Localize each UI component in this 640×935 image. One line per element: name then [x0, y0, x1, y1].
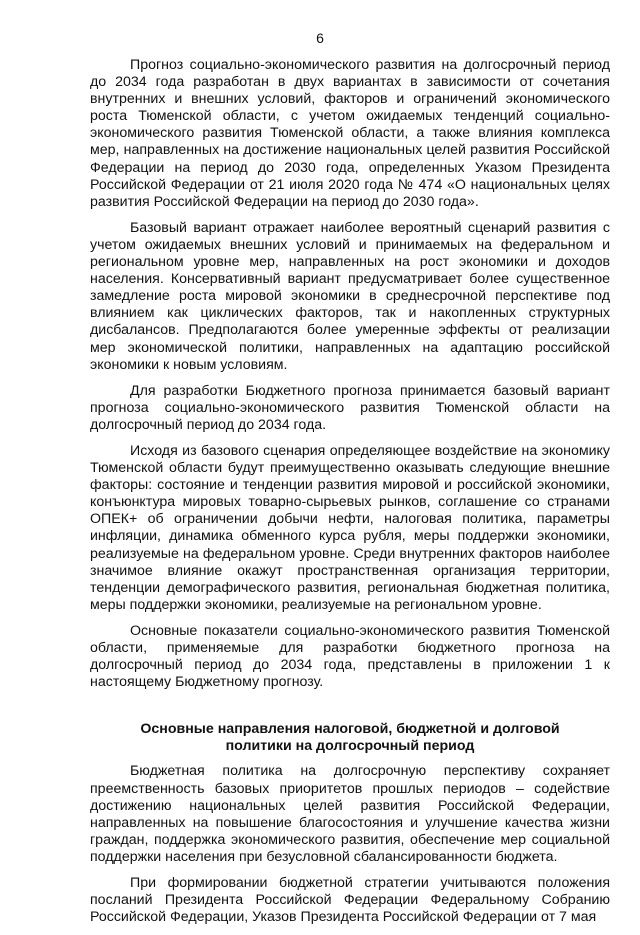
paragraph-budget-forecast-basis: Для разработки Бюджетного прогноза принимается базовый вариант прогноза социально-экономического развития Тюменской области на долгосрочный период до 2034 года.	[90, 382, 610, 433]
section-heading	[90, 721, 610, 755]
paragraph-forecast-variants: Прогноз социально-экономического развития на долгосрочный период до 2034 года разработан в двух вариантах в зависимости от сочетания внутренних и внешних условий, факторов и ограничений экономического роста Тюменской области, с учетом ожидаемых тенденций социально-экономического развития Тюменской области, а также влияния комплекса мер, направленных на достижение национальных целей развития Российской Федерации на период до 2030 года, определенных Указом Президента Российской Федерации от 21 июля 2020 года № 474 «О национальных целях развития Российской Федерации на период до 2030 года».	[90, 57, 610, 210]
paragraph-budget-policy: Бюджетная политика на долгосрочную перспективу сохраняет преемственность базовых приоритетов прошлых периодов – содействие достижению национальных целей развития Российской Федерации, направленных на повышение благосостояния и улучшение качества жизни граждан, поддержка экономического развития, обеспечение мер социальной поддержки населения при безусловной сбалансированности бюджета.	[90, 763, 610, 865]
document-body	[90, 57, 610, 935]
page-number: 6	[316, 30, 324, 46]
section-heading-line-2: политики на долгосрочный период	[225, 738, 475, 755]
paragraph-base-variant: Базовый вариант отражает наиболее вероятный сценарий развития с учетом ожидаемых внешних условий и принимаемых на федеральном и региональном уровне мер, направленных на рост экономики и доходов населения. Консервативный вариант предусматривает более существенное замедление роста мировой экономики в среднесрочной перспективе под влиянием как циклических факторов, так и накопленных структурных дисбалансов. Предполагаются более умеренные эффекты от реализации мер экономической политики, направленных на адаптацию российской экономики к новым условиям.	[90, 219, 610, 373]
paragraph-budget-strategy: При формировании бюджетной стратегии учитываются положения посланий Президента Российской Федерации Федеральному Собранию Российской Федерации, Указов Президента Российской Федерации от 7 мая	[90, 875, 610, 926]
section-heading-line-1: Основные направления налоговой, бюджетной и долговой	[140, 721, 560, 738]
paragraph-main-indicators: Основные показатели социально-экономического развития Тюменской области, применяемые для разработки бюджетного прогноза на долгосрочный период до 2034 года, представлены в приложении 1 к настоящему Бюджетному прогнозу.	[90, 622, 610, 691]
paragraph-external-factors: Исходя из базового сценария определяющее воздействие на экономику Тюменской области будут преимущественно оказывать следующие внешние факторы: состояние и тенденции развития мировой и российской экономики, конъюнктура мировых товарно-сырьевых рынков, соглашение со странами ОПЕК+ об ограничении добычи нефти, налоговая политика, параметры инфляции, динамика обменного курса рубля, меры поддержки экономики, реализуемые на федеральном уровне. Среди внутренних факторов наиболее значимое влияние окажут пространственная организация территории, тенденции демографического развития, региональная бюджетная политика, меры поддержки экономики, реализуемые на региональном уровне.	[90, 442, 610, 613]
